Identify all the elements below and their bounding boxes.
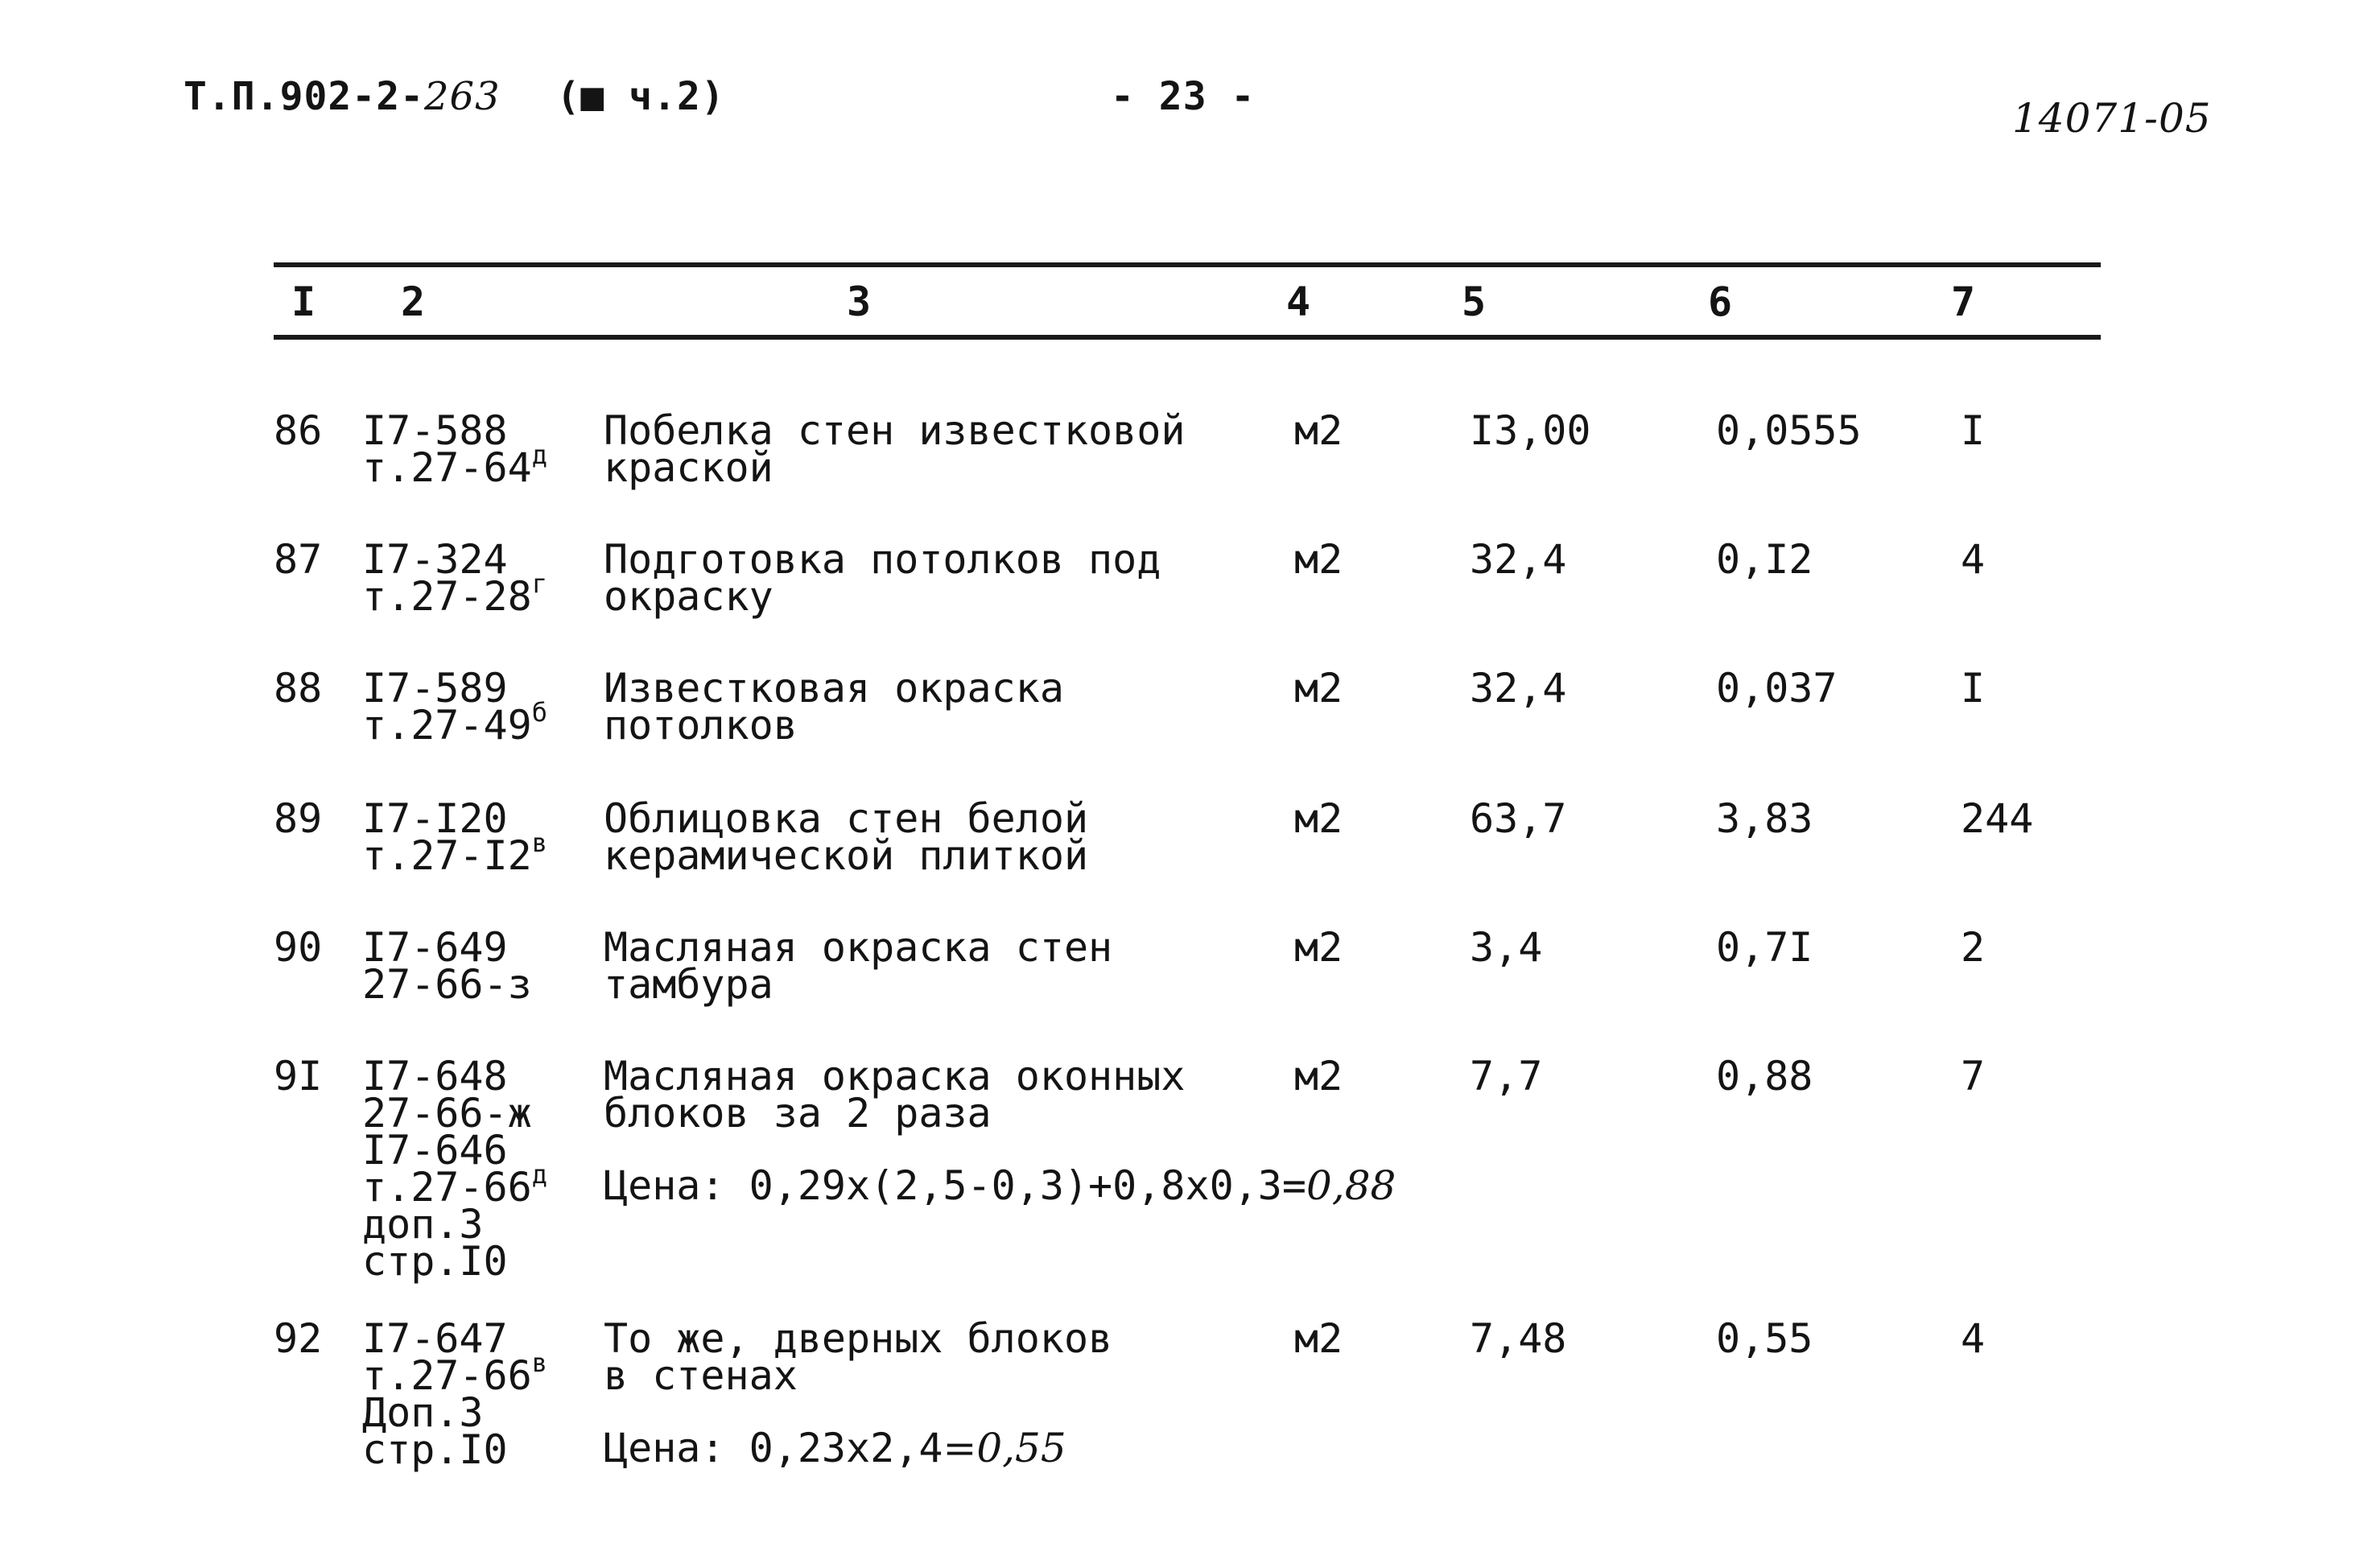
description-line: потолков xyxy=(604,702,798,749)
description-line: То же, дверных блоков xyxy=(604,1315,1113,1362)
norm-code-mark: в xyxy=(531,827,547,858)
norm-code-table: т.27-28 xyxy=(362,573,532,620)
total-cost: 4 xyxy=(1961,1315,1986,1362)
unit: м2 xyxy=(1294,407,1343,454)
table-header-rule xyxy=(274,335,2101,340)
norm-code-table: т.27-66 xyxy=(362,1352,532,1399)
norm-code-line: стр.I0 xyxy=(362,1426,508,1473)
row-number: 88 xyxy=(274,665,323,712)
description-line: керамической плиткой xyxy=(604,832,1089,879)
norm-code-line xyxy=(362,827,547,879)
document-part: (■ ч.2) xyxy=(556,74,725,119)
work-description xyxy=(604,795,1089,879)
price-calculation xyxy=(604,1425,1112,1471)
description-line: Масляная окраска стен xyxy=(604,924,1113,971)
row-number: 89 xyxy=(274,795,323,842)
norm-code-line: 27-66-з xyxy=(362,961,532,1008)
document-code-handwritten: 263 xyxy=(423,74,501,119)
description-line: краской xyxy=(604,444,773,491)
norm-code-line xyxy=(362,697,547,749)
unit-price: 3,83 xyxy=(1716,795,1813,842)
price-result-handwritten: 0,88 xyxy=(1306,1162,1396,1209)
unit: м2 xyxy=(1294,536,1343,583)
work-description xyxy=(604,407,1186,491)
column-header-5: 5 xyxy=(1462,279,1487,325)
work-description xyxy=(604,1053,1396,1209)
description-line: в стенах xyxy=(604,1352,798,1399)
description-line: блоков за 2 раза xyxy=(604,1090,992,1137)
unit-price: 0,I2 xyxy=(1716,536,1813,583)
norm-code-table: т.27-66 xyxy=(362,1164,532,1211)
column-header-3: 3 xyxy=(847,279,872,325)
norm-code-mark: г xyxy=(531,568,547,599)
row-number: 9I xyxy=(274,1053,323,1100)
description-line: тамбура xyxy=(604,961,773,1008)
document-code-printed: Т.П.902-2- xyxy=(184,74,424,119)
unit-price: 0,55 xyxy=(1716,1315,1813,1362)
description-line: Облицовка стен белой xyxy=(604,795,1089,842)
norm-code-line: I7-649 xyxy=(362,924,508,971)
norm-code-line: Доп.3 xyxy=(362,1389,484,1436)
quantity: 32,4 xyxy=(1470,536,1567,583)
norm-code xyxy=(362,1053,547,1285)
document-code xyxy=(184,74,725,119)
quantity: 3,4 xyxy=(1470,924,1543,971)
total-cost: I xyxy=(1961,665,1986,712)
quantity: 7,48 xyxy=(1470,1315,1567,1362)
norm-code-table: т.27-I2 xyxy=(362,832,532,879)
total-cost: 244 xyxy=(1961,795,2034,842)
unit-price: 0,037 xyxy=(1716,665,1838,712)
column-header-1: I xyxy=(291,279,316,325)
row-number: 87 xyxy=(274,536,323,583)
column-header-7: 7 xyxy=(1951,279,1976,325)
norm-code-table: т.27-64 xyxy=(362,444,532,491)
norm-code-line: I7-647 xyxy=(362,1315,508,1362)
norm-code-line: доп.3 xyxy=(362,1201,484,1248)
total-cost: 2 xyxy=(1961,924,1986,971)
norm-code-line: I7-648 xyxy=(362,1053,508,1100)
description-line: Масляная окраска оконных xyxy=(604,1053,1186,1100)
description-line: окраску xyxy=(604,573,773,620)
norm-code xyxy=(362,407,547,491)
norm-code-line xyxy=(362,568,547,620)
norm-code-line: I7-589 xyxy=(362,665,508,712)
work-description xyxy=(604,924,1113,1008)
unit-price: 0,88 xyxy=(1716,1053,1813,1100)
quantity: 63,7 xyxy=(1470,795,1567,842)
price-formula: Цена: 0,23х2,4 xyxy=(604,1425,943,1471)
price-formula: Цена: 0,29х(2,5-0,3)+0,8х0,3= xyxy=(604,1162,1306,1209)
unit: м2 xyxy=(1294,924,1343,971)
unit: м2 xyxy=(1294,795,1343,842)
norm-code-mark: б xyxy=(531,697,547,728)
description-line: Побелка стен известковой xyxy=(604,407,1186,454)
norm-code xyxy=(362,795,547,879)
archive-number: 14071-05 xyxy=(2012,95,2212,142)
norm-code-line: I7-I20 xyxy=(362,795,508,842)
norm-code xyxy=(362,536,547,620)
norm-code-line xyxy=(362,439,547,491)
total-cost: 7 xyxy=(1961,1053,1986,1100)
total-cost: 4 xyxy=(1961,536,1986,583)
norm-code-table: т.27-49 xyxy=(362,702,532,749)
row-number: 90 xyxy=(274,924,323,971)
row-number: 86 xyxy=(274,407,323,454)
quantity: 32,4 xyxy=(1470,665,1567,712)
total-cost: I xyxy=(1961,407,1986,454)
norm-code-line: I7-324 xyxy=(362,536,508,583)
work-description xyxy=(604,665,1064,749)
work-description xyxy=(604,1315,1113,1471)
unit: м2 xyxy=(1294,1053,1343,1100)
table-top-rule xyxy=(274,262,2101,267)
column-header-4: 4 xyxy=(1286,279,1311,325)
norm-code-mark: в xyxy=(531,1347,547,1378)
work-description xyxy=(604,536,1161,620)
unit-price: 0,0555 xyxy=(1716,407,1862,454)
norm-code-line: I7-646 xyxy=(362,1127,508,1174)
unit: м2 xyxy=(1294,665,1343,712)
description-line: Известковая окраска xyxy=(604,665,1064,712)
description-line: Подготовка потолков под xyxy=(604,536,1161,583)
norm-code-line: стр.I0 xyxy=(362,1238,508,1285)
unit: м2 xyxy=(1294,1315,1343,1362)
norm-code xyxy=(362,665,547,749)
norm-code-mark: д xyxy=(531,439,547,470)
unit-price: 0,7I xyxy=(1716,924,1813,971)
quantity: I3,00 xyxy=(1470,407,1591,454)
column-header-6: 6 xyxy=(1708,279,1733,325)
norm-code-line: I7-588 xyxy=(362,407,508,454)
norm-code xyxy=(362,1315,547,1473)
page-number: - 23 - xyxy=(1111,74,1256,119)
row-number: 92 xyxy=(274,1315,323,1362)
norm-code-mark: д xyxy=(531,1159,547,1190)
norm-code xyxy=(362,924,532,1008)
quantity: 7,7 xyxy=(1470,1053,1543,1100)
price-result-handwritten: =0,55 xyxy=(943,1425,1066,1471)
price-calculation xyxy=(604,1162,1396,1209)
norm-code-line: 27-66-ж xyxy=(362,1090,532,1137)
column-header-2: 2 xyxy=(401,279,426,325)
